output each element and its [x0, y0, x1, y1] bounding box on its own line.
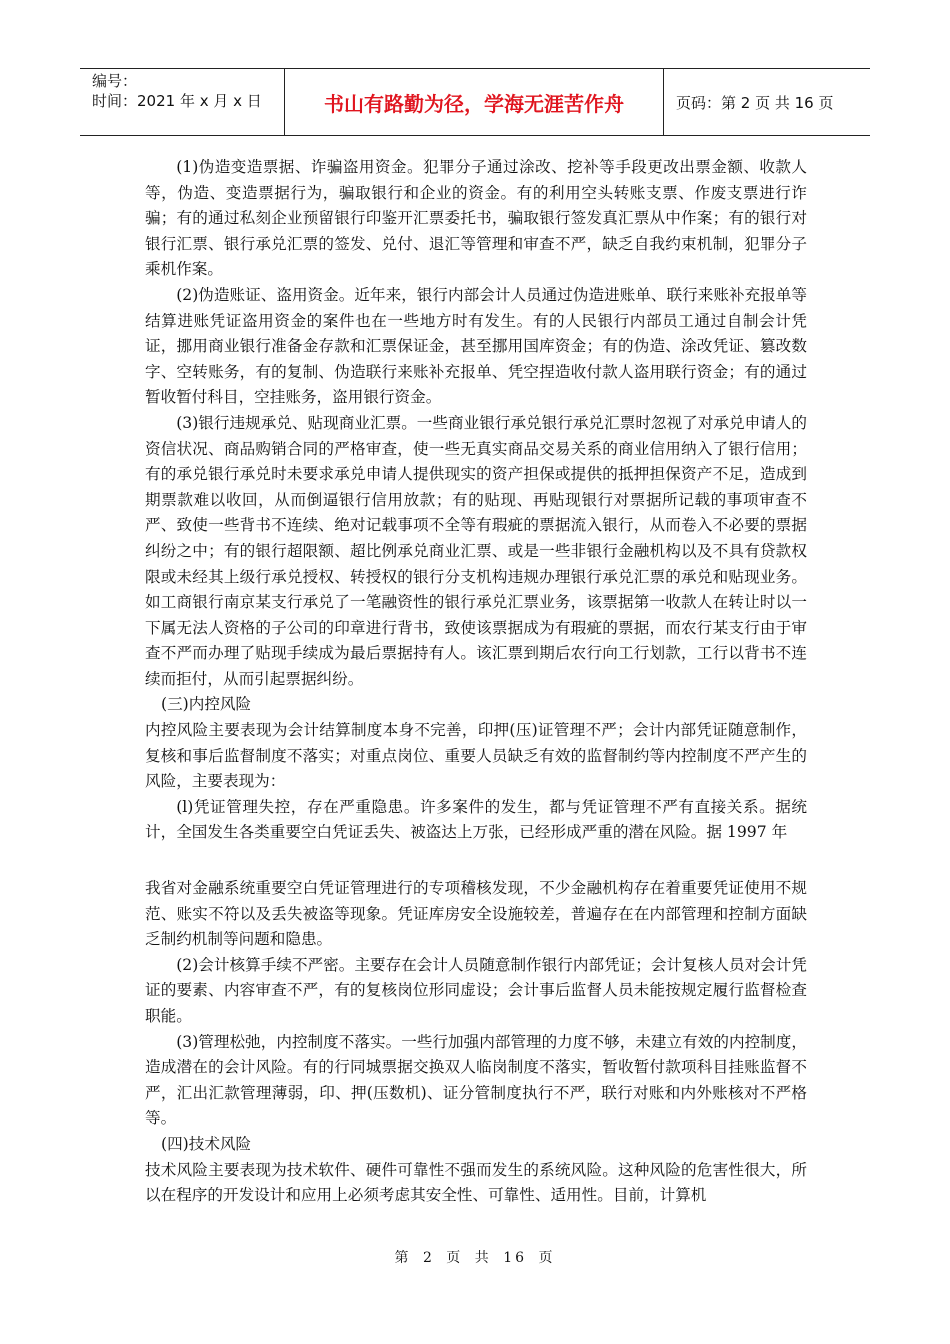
paragraph-accounting-procedures: (2)会计核算手续不严密。主要存在会计人员随意制作银行内部凭证；会计复核人员对会计凭证的要素、内容审查不严，有的复核岗位形同虚设；会计事后监督人员未能按规定履行监督检查职能。 — [145, 955, 807, 1025]
section-heading-internal-control: (三)内控风险 — [161, 695, 252, 714]
page-header — [80, 68, 870, 136]
paragraph-gap — [145, 846, 807, 876]
paragraph-forged-bills: (1)伪造变造票据、诈骗盗用资金。犯罪分子通过涂改、挖补等手段更改出票金额、收款人等，伪造、变造票据行为，骗取银行和企业的资金。有的利用空头转账支票、作废支票进行诈骗；有的通过私刻企业预留银行印鉴开汇票委托书，骗取银行签发真汇票从中作案；有的银行对银行汇票、银行承兑汇票的签发、兑付、退汇等管理和审查不严，缺乏自我约束机制，犯罪分子乘机作案。 — [145, 158, 807, 279]
header-page-number: 页码：第 2 页 共 16 页 — [676, 93, 834, 112]
paragraph-lax-management: (3)管理松弛，内控制度不落实。一些行加强内部管理的力度不够，未建立有效的内控制度，造成潜在的会计风险。有的行同城票据交换双人临岗制度不落实，暂收暂付款项科目挂账监督不严，汇出汇款管理薄弱，印、押(压数机)、证分管制度执行不严，联行对账和内外账核对不严格等。 — [145, 1032, 807, 1128]
page-footer: 第 2 页 共 16 页 — [394, 1250, 556, 1266]
document-body — [145, 155, 807, 1209]
paragraph-voucher-management: (l)凭证管理失控，存在严重隐患。许多案件的发生，都与凭证管理不严有直接关系。据统计，全国发生各类重要空白凭证丢失、被盗达上万张，已经形成严重的潜在风险。据 1997 年 — [145, 797, 807, 842]
header-meta — [80, 69, 285, 135]
paragraph-forged-vouchers: (2)伪造账证、盗用资金。近年来，银行内部会计人员通过伪造进账单、联行来账补充报单等结算进账凭证盗用资金的案件也在一些地方时有发生。有的人民银行内部员工通过自制会计凭证，挪用商业银行准备金存款和汇票保证金，甚至挪用国库资金；有的伪造、涂改凭证、篡改数字、空转账务，有的复制、伪造联行来账补充报单、凭空捏造收付款人盗用联行资金；有的通过暂收暂付科目，空挂账务，盗用银行资金。 — [145, 285, 807, 407]
paragraph-internal-control-intro: 内控风险主要表现为会计结算制度本身不完善，印押(压)证管理不严；会计内部凭证随意制作，复核和事后监督制度不落实；对重点岗位、重要人员缺乏有效的监督制约等内控制度不严产生的风险，主要表现为： — [145, 721, 807, 791]
paragraph-illegal-acceptance: (3)银行违规承兑、贴现商业汇票。一些商业银行承兑银行承兑汇票时忽视了对承兑申请人的资信状况、商品购销合同的严格审查，使一些无真实商品交易关系的商业信用纳入了银行信用；有的承兑银行承兑时未要求承兑申请人提供现实的资产担保或提供的抵押担保资产不足，造成到期票款难以收回，从而倒逼银行信用放款；有的贴现、再贴现银行对票据所记载的事项审查不严、致使一些背书不连续、绝对记载事项不全等有瑕疵的票据流入银行，从而卷入不必要的票据纠纷之中；有的银行超限额、超比例承兑商业汇票、或是一些非银行金融机构以及不具有贷款权限或未经其上级行承兑授权、转授权的银行分支机构违规办理银行承兑汇票的承兑和贴现业务。如工商银行南京某支行承兑了一笔融资性的银行承兑汇票业务，该票据第一收款人在转让时以一下属无法人资格的子公司的印章进行背书，致使该票据成为有瑕疵的票据，而农行某支行由于审查不严而办理了贴现手续成为最后票据持有人。该汇票到期后农行向工行划款，工行以背书不连续而拒付，从而引起票据纠纷。 — [145, 413, 807, 688]
document-date: 时间：2021 年 x 月 x 日 — [92, 92, 262, 110]
document-code-label: 编号： — [92, 72, 138, 90]
header-motto: 书山有路勤为径，学海无涯苦作舟 — [285, 69, 664, 135]
paragraph-technical-risk: 技术风险主要表现为技术软件、硬件可靠性不强而发生的系统风险。这种风险的危害性很大，所以在程序的开发设计和应用上必须考虑其安全性、可靠性、适用性。目前，计算机 — [145, 1160, 807, 1205]
paragraph-audit-findings: 我省对金融系统重要空白凭证管理进行的专项稽核发现，不少金融机构存在着重要凭证使用不规范、账实不符以及丢失被盗等现象。凭证库房安全设施较差，普遍存在在内部管理和控制方面缺乏制约机制等问题和隐患。 — [145, 879, 807, 949]
section-heading-technical-risk: (四)技术风险 — [161, 1134, 252, 1153]
